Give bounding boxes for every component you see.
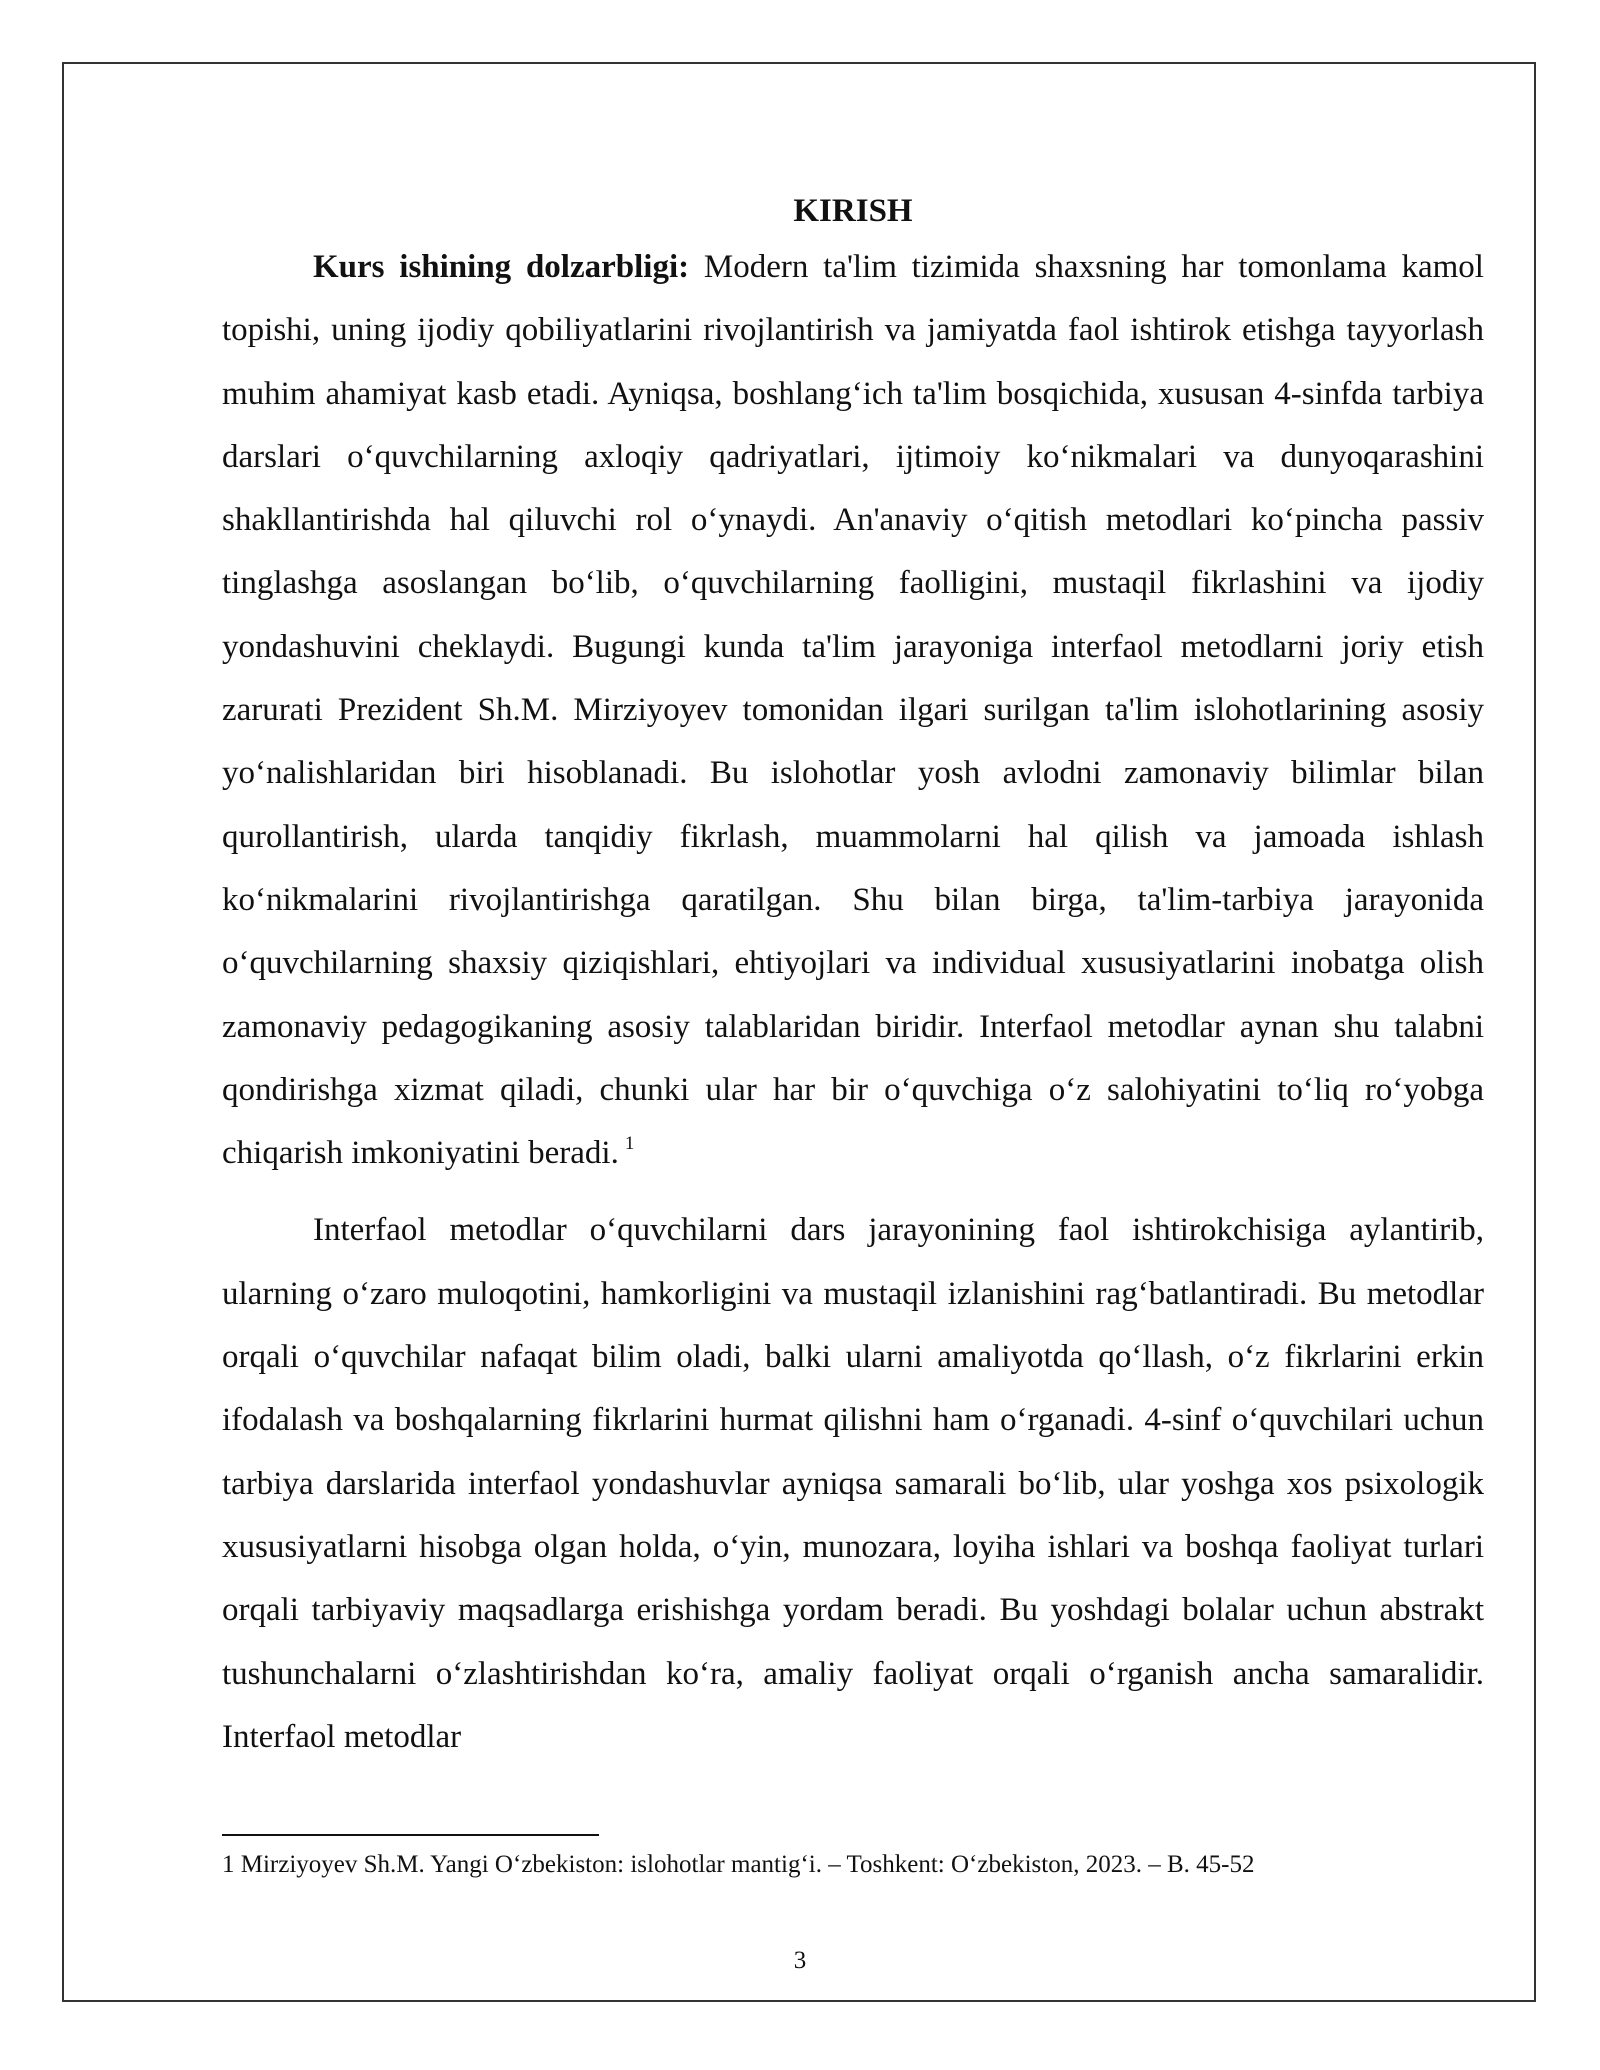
document-body <box>222 186 1484 1769</box>
paragraph-lead-heading: Kurs ishining dolzarbligi: <box>313 249 690 285</box>
section-title: KIRISH <box>793 193 913 229</box>
footnote-separator <box>222 1834 599 1836</box>
footnote-text: Mirziyoyev Sh.M. Yangi O‘zbekiston: islohotlar mantig‘i. – Toshkent: O‘zbekiston, 2023. – B. 45-52 <box>240 1851 1255 1878</box>
footnote <box>222 1848 1484 1882</box>
paragraph-interactive-methods-text: Interfaol metodlar o‘quvchilarni dars jarayonining faol ishtirokchisiga aylantirib, ularning o‘zaro muloqotini, hamkorligini va mustaqil izlanishini rag‘batlantiradi. Bu metodlar orqali o‘quvchilar nafaqat bilim oladi, balki ularni amaliyotda qo‘llash, o‘z fikrlarini erkin ifodalash va boshqalarning fikrlarini hurmat qilishni ham o‘rganadi. 4-sinf o‘quvchilari uchun tarbiya darslarida interfaol yondashuvlar ayniqsa samarali bo‘lib, ular yoshga xos psixologik xususiyatlarni hisobga olgan holda, o‘yin, munozara, loyiha ishlari va boshqa faoliyat turlari orqali tarbiyaviy maqsadlarga erishishga yordam beradi. Bu yoshdagi bolalar uchun abstrakt tushunchalarni o‘zlashtirishdan ko‘ra, amaliy faoliyat orqali o‘rganish ancha samaralidir. Interfaol metodlar <box>222 1212 1484 1755</box>
paragraph-interactive-methods <box>222 1199 1484 1769</box>
paragraph-relevance-text: Modern ta'lim tizimida shaxsning har tomonlama kamol topishi, uning ijodiy qobiliyatlarini rivojlantirish va jamiyatda faol ishtirok etishga tayyorlash muhim ahamiyat kasb etadi. Ayniqsa, boshlang‘ich ta'lim bosqichida, xususan 4-sinfda tarbiya darslari o‘quvchilarning axloqiy qadriyatlari, ijtimoiy ko‘nikmalari va dunyoqarashini shakllantirishda hal qiluvchi rol o‘ynaydi. An'anaviy o‘qitish metodlari ko‘pincha passiv tinglashga asoslangan bo‘lib, o‘quvchilarning faolligini, mustaqil fikrlashini va ijodiy yondashuvini cheklaydi. Bugungi kunda ta'lim jarayoniga interfaol metodlarni joriy etish zarurati Prezident Sh.M. Mirziyoyev tomonidan ilgari surilgan ta'lim islohotlarining asosiy yo‘nalishlaridan biri hisoblanadi. Bu islohotlar yosh avlodni zamonaviy bilimlar bilan qurollantirish, ularda tanqidiy fikrlash, muammolarni hal qilish va jamoada ishlash ko‘nikmalarini rivojlantirishga qaratilgan. Shu bilan birga, ta'lim-tarbiya jarayonida o‘quvchilarning shaxsiy qiziqishlari, ehtiyojlari va individual xususiyatlarini inobatga olish zamonaviy pedagogikaning asosiy talablaridan biridir. Interfaol metodlar aynan shu talabni qondirishga xizmat qiladi, chunki ular har bir o‘quvchiga o‘z salohiyatini to‘liq ro‘yobga chiqarish imkoniyatini beradi. <box>222 249 1484 1172</box>
footnote-number: 1 <box>222 1851 235 1878</box>
paragraph-relevance <box>222 236 1484 1185</box>
footnote-reference[interactable]: 1 <box>624 1133 635 1155</box>
page-number: 3 <box>793 1947 807 1974</box>
